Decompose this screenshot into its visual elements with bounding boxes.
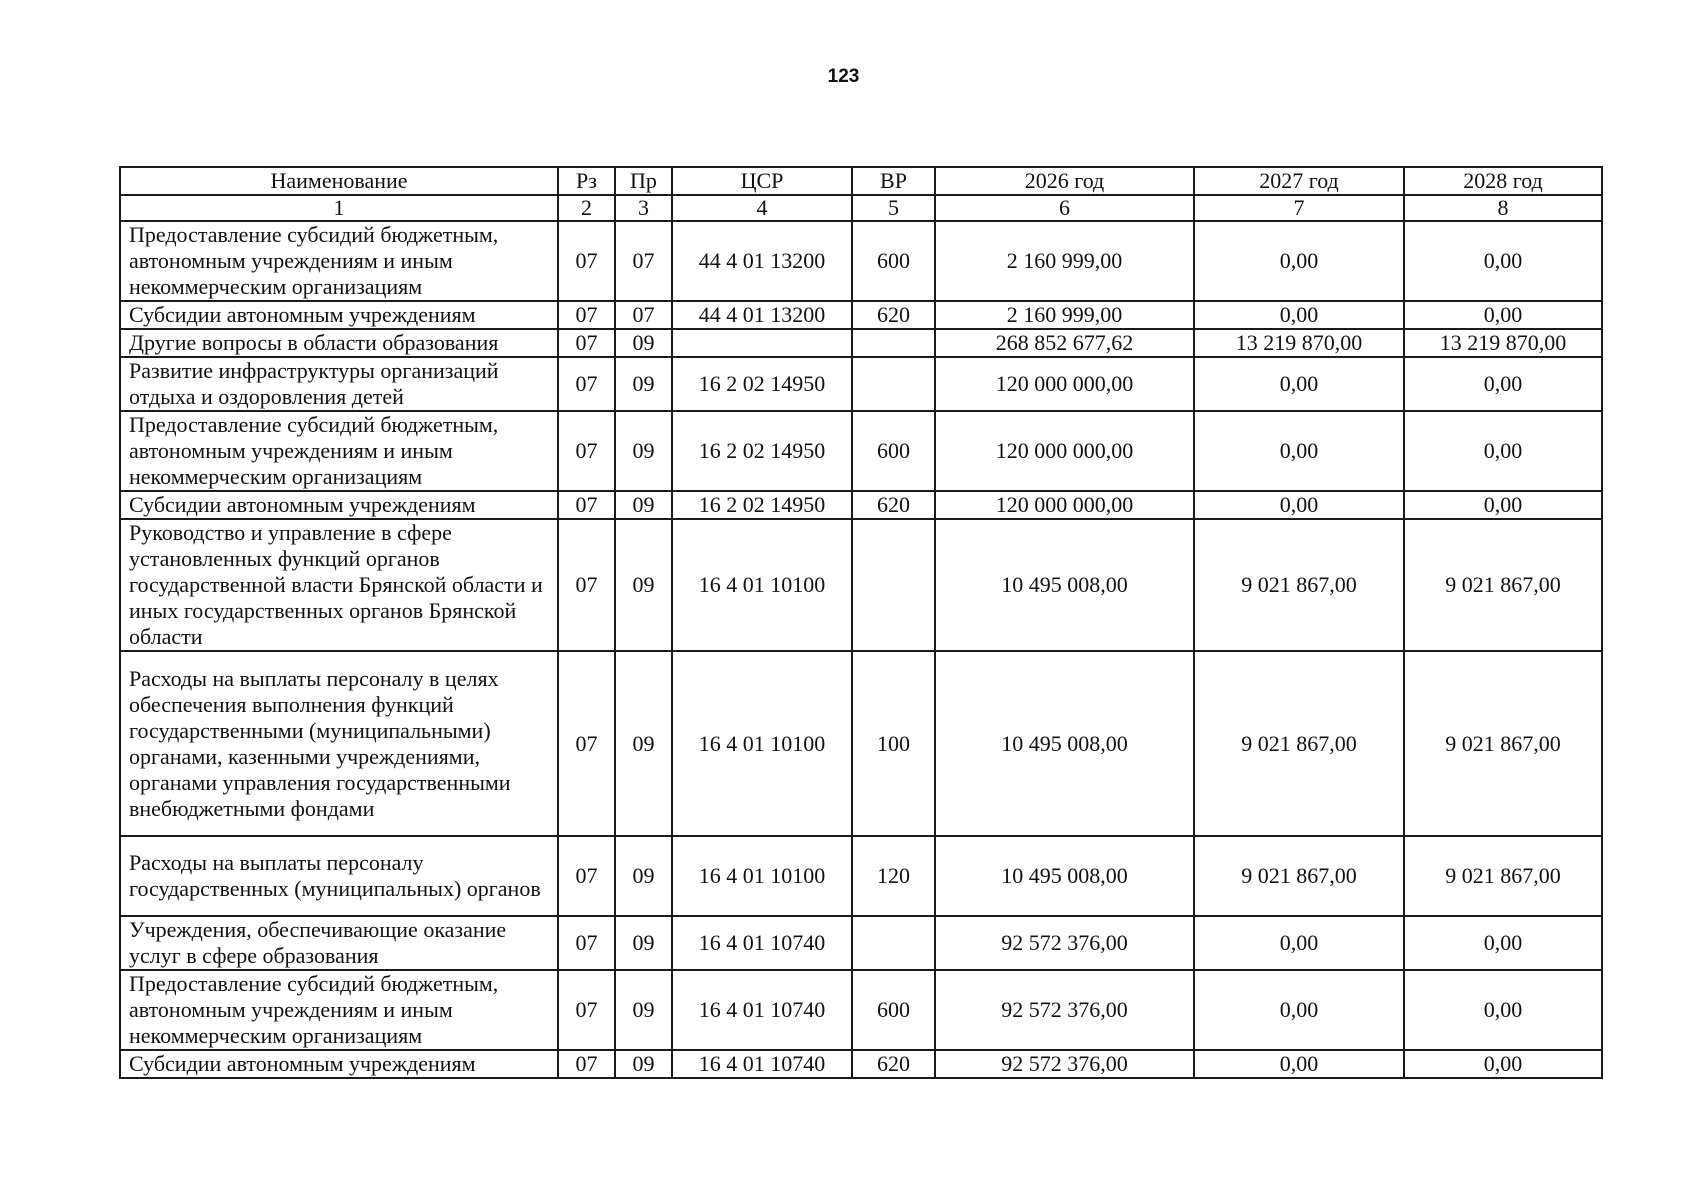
row-name-cell: Другие вопросы в области образования xyxy=(120,329,558,357)
pr-cell: 09 xyxy=(615,916,672,970)
row-name-cell: Расходы на выплаты персоналу государственных (муниципальных) органов xyxy=(120,836,558,916)
row-name-cell: Предоставление субсидий бюджетным, автономным учреждениям и иным некоммерческим организациям xyxy=(120,411,558,491)
amount-2028-cell: 13 219 870,00 xyxy=(1404,329,1602,357)
amount-2028-cell: 0,00 xyxy=(1404,221,1602,301)
table-row xyxy=(120,221,1602,301)
column-number: 5 xyxy=(852,195,935,221)
table-row xyxy=(120,491,1602,519)
amount-2027-cell: 0,00 xyxy=(1194,301,1404,329)
column-number-row xyxy=(120,195,1602,221)
header-2027: 2027 год xyxy=(1194,167,1404,195)
amount-2027-cell: 0,00 xyxy=(1194,916,1404,970)
header-csr: ЦСР xyxy=(672,167,852,195)
pr-cell: 09 xyxy=(615,357,672,411)
rz-cell: 07 xyxy=(558,221,615,301)
vr-cell: 620 xyxy=(852,1050,935,1078)
table-row xyxy=(120,651,1602,836)
csr-cell: 16 4 01 10100 xyxy=(672,836,852,916)
header-vr: ВР xyxy=(852,167,935,195)
vr-cell xyxy=(852,357,935,411)
amount-2027-cell: 0,00 xyxy=(1194,221,1404,301)
amount-2026-cell: 2 160 999,00 xyxy=(935,221,1194,301)
csr-cell xyxy=(672,329,852,357)
header-rz: Рз xyxy=(558,167,615,195)
column-number: 7 xyxy=(1194,195,1404,221)
amount-2027-cell: 0,00 xyxy=(1194,1050,1404,1078)
csr-cell: 16 4 01 10740 xyxy=(672,916,852,970)
table-row xyxy=(120,329,1602,357)
page-number: 123 xyxy=(827,66,860,87)
amount-2026-cell: 92 572 376,00 xyxy=(935,916,1194,970)
column-number: 2 xyxy=(558,195,615,221)
vr-cell xyxy=(852,519,935,651)
column-number: 6 xyxy=(935,195,1194,221)
rz-cell: 07 xyxy=(558,329,615,357)
pr-cell: 09 xyxy=(615,651,672,836)
vr-cell: 600 xyxy=(852,970,935,1050)
rz-cell: 07 xyxy=(558,1050,615,1078)
budget-table xyxy=(119,166,1603,1079)
amount-2028-cell: 0,00 xyxy=(1404,411,1602,491)
amount-2027-cell: 0,00 xyxy=(1194,357,1404,411)
amount-2027-cell: 9 021 867,00 xyxy=(1194,651,1404,836)
csr-cell: 16 4 01 10100 xyxy=(672,651,852,836)
row-name-cell: Субсидии автономным учреждениям xyxy=(120,1050,558,1078)
pr-cell: 09 xyxy=(615,411,672,491)
csr-cell: 16 2 02 14950 xyxy=(672,491,852,519)
header-2028: 2028 год xyxy=(1404,167,1602,195)
pr-cell: 09 xyxy=(615,519,672,651)
amount-2027-cell: 0,00 xyxy=(1194,491,1404,519)
amount-2027-cell: 13 219 870,00 xyxy=(1194,329,1404,357)
vr-cell: 620 xyxy=(852,491,935,519)
header-pr: Пр xyxy=(615,167,672,195)
rz-cell: 07 xyxy=(558,357,615,411)
table-row xyxy=(120,519,1602,651)
amount-2028-cell: 9 021 867,00 xyxy=(1404,836,1602,916)
vr-cell xyxy=(852,916,935,970)
column-number: 4 xyxy=(672,195,852,221)
rz-cell: 07 xyxy=(558,491,615,519)
header-2026: 2026 год xyxy=(935,167,1194,195)
table-row xyxy=(120,836,1602,916)
amount-2026-cell: 120 000 000,00 xyxy=(935,411,1194,491)
rz-cell: 07 xyxy=(558,301,615,329)
amount-2026-cell: 10 495 008,00 xyxy=(935,519,1194,651)
table-row xyxy=(120,970,1602,1050)
row-name-cell: Учреждения, обеспечивающие оказание услуг в сфере образования xyxy=(120,916,558,970)
amount-2026-cell: 120 000 000,00 xyxy=(935,357,1194,411)
amount-2028-cell: 9 021 867,00 xyxy=(1404,519,1602,651)
table-row xyxy=(120,916,1602,970)
amount-2028-cell: 9 021 867,00 xyxy=(1404,651,1602,836)
amount-2026-cell: 2 160 999,00 xyxy=(935,301,1194,329)
table-row xyxy=(120,1050,1602,1078)
pr-cell: 09 xyxy=(615,329,672,357)
column-number: 1 xyxy=(120,195,558,221)
amount-2028-cell: 0,00 xyxy=(1404,1050,1602,1078)
rz-cell: 07 xyxy=(558,836,615,916)
amount-2028-cell: 0,00 xyxy=(1404,301,1602,329)
rz-cell: 07 xyxy=(558,411,615,491)
rz-cell: 07 xyxy=(558,970,615,1050)
csr-cell: 16 4 01 10100 xyxy=(672,519,852,651)
row-name-cell: Субсидии автономным учреждениям xyxy=(120,301,558,329)
row-name-cell: Расходы на выплаты персоналу в целях обеспечения выполнения функций государственными (муниципальными) органами, казенными учреждениями, органами управления государственными внебюджетными фондами xyxy=(120,651,558,836)
vr-cell: 600 xyxy=(852,411,935,491)
amount-2028-cell: 0,00 xyxy=(1404,357,1602,411)
row-name-cell: Предоставление субсидий бюджетным, автономным учреждениям и иным некоммерческим организациям xyxy=(120,221,558,301)
vr-cell: 600 xyxy=(852,221,935,301)
amount-2026-cell: 10 495 008,00 xyxy=(935,651,1194,836)
pr-cell: 07 xyxy=(615,301,672,329)
rz-cell: 07 xyxy=(558,651,615,836)
vr-cell: 100 xyxy=(852,651,935,836)
csr-cell: 16 2 02 14950 xyxy=(672,357,852,411)
amount-2026-cell: 120 000 000,00 xyxy=(935,491,1194,519)
row-name-cell: Предоставление субсидий бюджетным, автономным учреждениям и иным некоммерческим организациям xyxy=(120,970,558,1050)
vr-cell: 120 xyxy=(852,836,935,916)
amount-2027-cell: 9 021 867,00 xyxy=(1194,519,1404,651)
csr-cell: 16 4 01 10740 xyxy=(672,1050,852,1078)
vr-cell: 620 xyxy=(852,301,935,329)
row-name-cell: Субсидии автономным учреждениям xyxy=(120,491,558,519)
vr-cell xyxy=(852,329,935,357)
column-number: 3 xyxy=(615,195,672,221)
header-name: Наименование xyxy=(120,167,558,195)
rz-cell: 07 xyxy=(558,519,615,651)
pr-cell: 09 xyxy=(615,970,672,1050)
rz-cell: 07 xyxy=(558,916,615,970)
amount-2026-cell: 268 852 677,62 xyxy=(935,329,1194,357)
csr-cell: 44 4 01 13200 xyxy=(672,301,852,329)
pr-cell: 09 xyxy=(615,491,672,519)
pr-cell: 09 xyxy=(615,1050,672,1078)
row-name-cell: Развитие инфраструктуры организаций отдыха и оздоровления детей xyxy=(120,357,558,411)
pr-cell: 07 xyxy=(615,221,672,301)
amount-2026-cell: 92 572 376,00 xyxy=(935,1050,1194,1078)
amount-2028-cell: 0,00 xyxy=(1404,491,1602,519)
amount-2028-cell: 0,00 xyxy=(1404,970,1602,1050)
amount-2026-cell: 92 572 376,00 xyxy=(935,970,1194,1050)
table-header-row xyxy=(120,167,1602,195)
csr-cell: 16 2 02 14950 xyxy=(672,411,852,491)
amount-2027-cell: 0,00 xyxy=(1194,411,1404,491)
amount-2028-cell: 0,00 xyxy=(1404,916,1602,970)
amount-2027-cell: 0,00 xyxy=(1194,970,1404,1050)
csr-cell: 44 4 01 13200 xyxy=(672,221,852,301)
row-name-cell: Руководство и управление в сфере установленных функций органов государственной власти Брянской области и иных государственных органов Брянской области xyxy=(120,519,558,651)
table-row xyxy=(120,301,1602,329)
column-number: 8 xyxy=(1404,195,1602,221)
csr-cell: 16 4 01 10740 xyxy=(672,970,852,1050)
amount-2027-cell: 9 021 867,00 xyxy=(1194,836,1404,916)
table-row xyxy=(120,411,1602,491)
table-row xyxy=(120,357,1602,411)
amount-2026-cell: 10 495 008,00 xyxy=(935,836,1194,916)
pr-cell: 09 xyxy=(615,836,672,916)
